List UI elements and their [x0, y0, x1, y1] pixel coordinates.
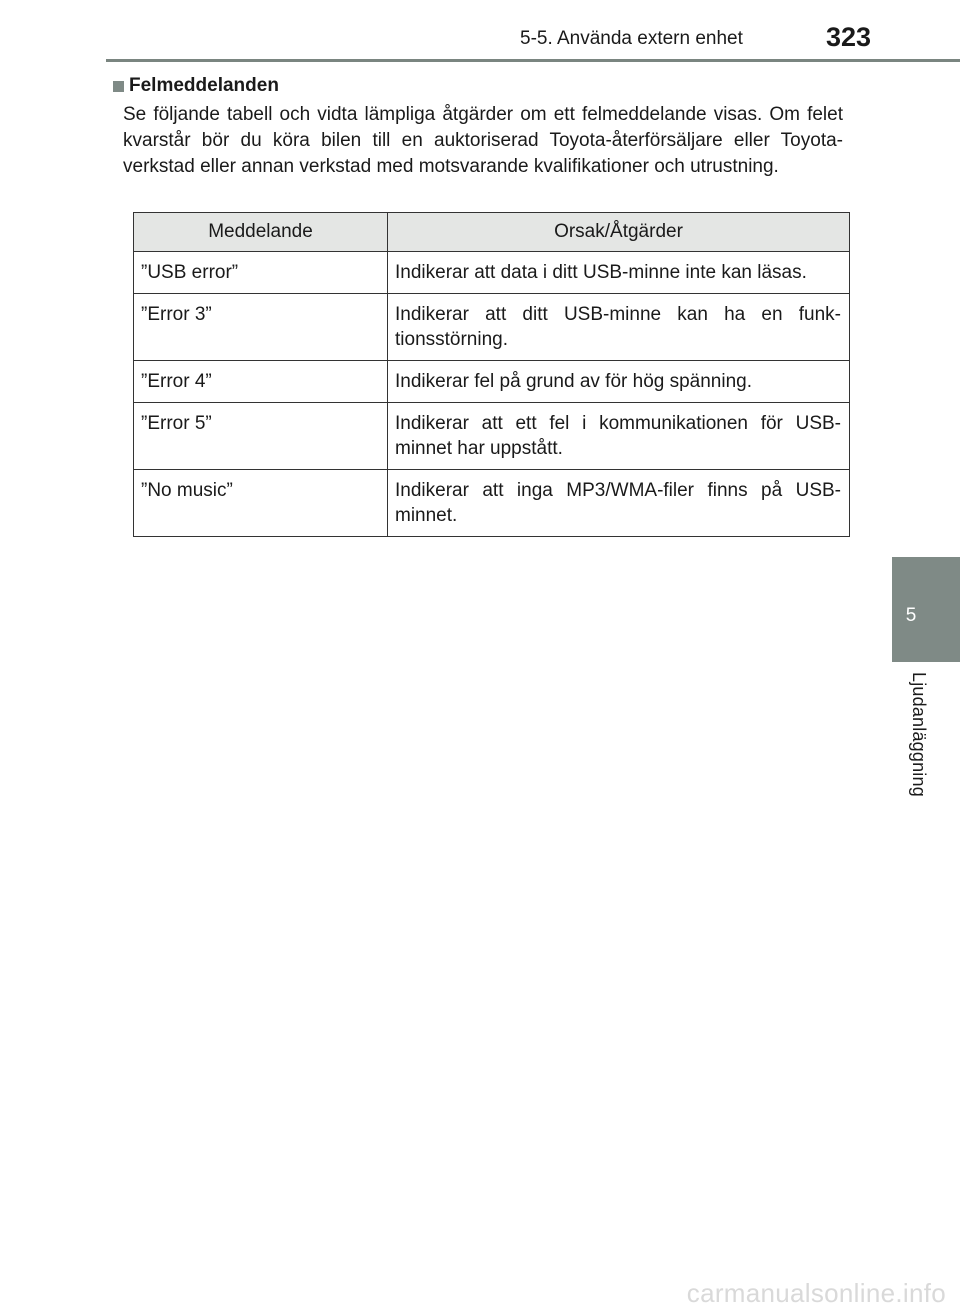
- action-cell: Indikerar att ditt USB-minne kan ha en funk-tionsstörning.: [388, 294, 850, 361]
- table-header-row: [134, 213, 850, 252]
- table-row: [134, 470, 850, 537]
- page-number: 323: [826, 22, 872, 52]
- section-heading: [113, 74, 843, 98]
- header-divider: [106, 59, 960, 62]
- message-cell: ”No music”: [134, 470, 388, 537]
- section-heading-text: Felmeddelanden: [129, 75, 279, 96]
- square-bullet-icon: [113, 81, 124, 92]
- column-header-message: Meddelande: [134, 213, 388, 252]
- table-row: [134, 294, 850, 361]
- watermark-link[interactable]: carmanualsonline.info: [686, 1278, 946, 1308]
- chapter-number: 5: [905, 605, 917, 626]
- error-messages-section: [113, 74, 843, 180]
- action-cell: Indikerar att ett fel i kommunikationen för USB-minnet har uppstått.: [388, 403, 850, 470]
- message-cell: ”USB error”: [134, 252, 388, 294]
- message-cell: ”Error 5”: [134, 403, 388, 470]
- chapter-tab: [892, 557, 960, 662]
- chapter-label: Ljudanläggning: [909, 672, 929, 797]
- message-cell: ”Error 4”: [134, 361, 388, 403]
- running-header-section: 5-5. Använda extern enhet: [520, 28, 743, 49]
- table-row: [134, 403, 850, 470]
- action-cell: Indikerar fel på grund av för hög spänning.: [388, 361, 850, 403]
- action-cell: Indikerar att inga MP3/WMA-filer finns på USB-minnet.: [388, 470, 850, 537]
- section-intro: Se följande tabell och vidta lämpliga åtgärder om ett felmeddelande visas. Om felet kvarstår bör du köra bilen till en auktoriserad Toyota-återförsäljare eller Toyota-verkstad eller annan verkstad med motsvarande kvalifikationer och utrustning.: [123, 104, 843, 177]
- error-message-table: [133, 212, 850, 537]
- message-cell: ”Error 3”: [134, 294, 388, 361]
- table-row: [134, 252, 850, 294]
- table-row: [134, 361, 850, 403]
- action-cell: Indikerar att data i ditt USB-minne inte kan läsas.: [388, 252, 850, 294]
- column-header-action: Orsak/Åtgärder: [388, 213, 850, 252]
